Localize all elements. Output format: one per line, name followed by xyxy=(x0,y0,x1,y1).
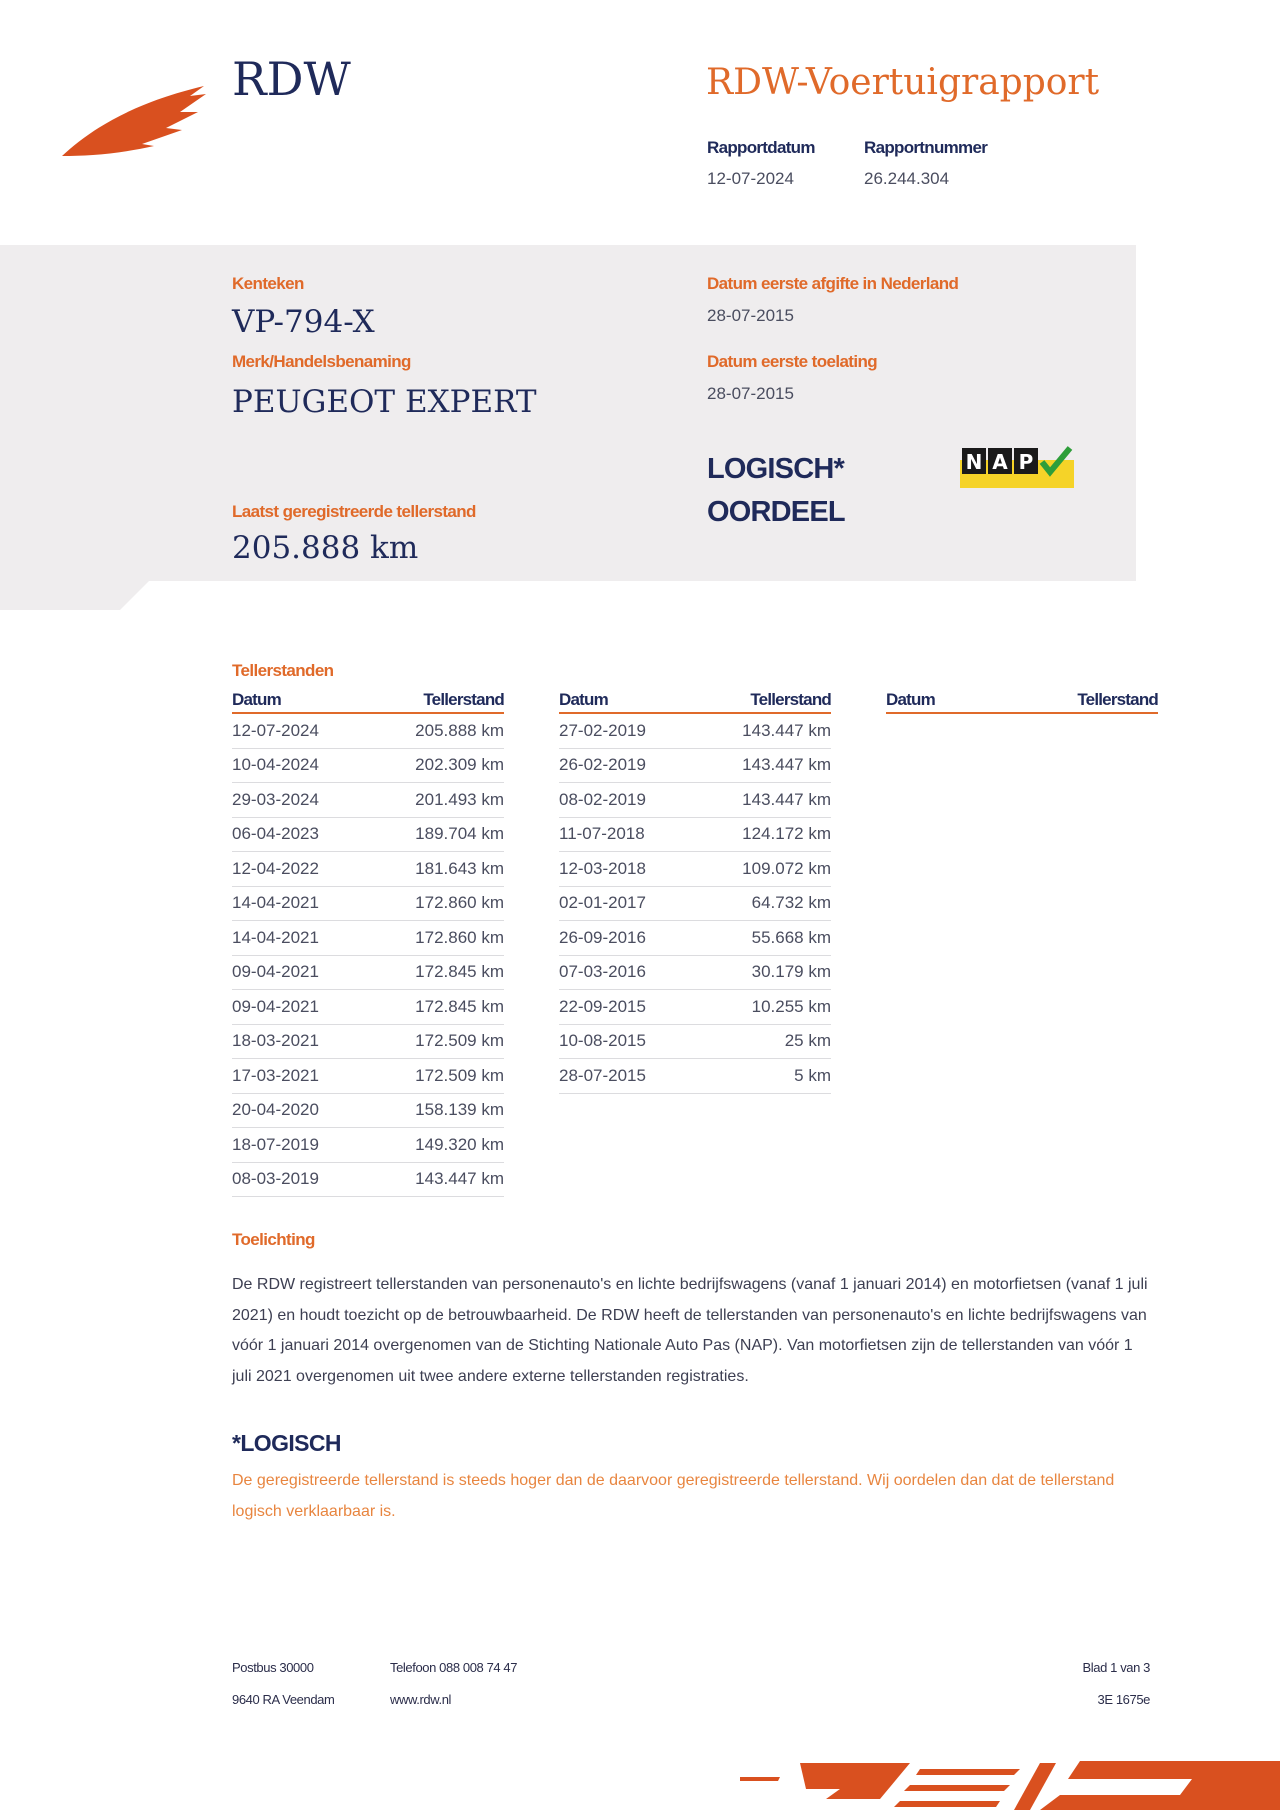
reading-date: 17-03-2021 xyxy=(232,1065,319,1085)
footer-city: 9640 RA Veendam xyxy=(232,1692,335,1707)
reading-date: 12-04-2022 xyxy=(232,858,319,878)
reading-km: 143.447 km xyxy=(742,720,831,740)
odometer-row xyxy=(559,990,831,1025)
odometer-row xyxy=(232,1128,504,1163)
odometer-row xyxy=(559,818,831,853)
license-plate: VP-794-X xyxy=(232,304,375,340)
reading-km: 172.845 km xyxy=(415,996,504,1016)
report-date: 12-07-2024 xyxy=(707,169,794,188)
footer-stripes-decoration xyxy=(740,1755,1280,1810)
rdw-logo-icon xyxy=(58,82,208,162)
odometer-row xyxy=(559,852,831,887)
odometer-row xyxy=(232,852,504,887)
odometer-row xyxy=(559,714,831,749)
value-header: Tellerstand xyxy=(423,690,504,709)
odometer-heading: Tellerstanden xyxy=(232,661,334,680)
reading-date: 10-04-2024 xyxy=(232,755,319,775)
odometer-row xyxy=(559,1025,831,1060)
last-odometer-value: 205.888 km xyxy=(232,530,419,566)
reading-date: 08-03-2019 xyxy=(232,1169,319,1189)
footer-website[interactable]: www.rdw.nl xyxy=(390,1692,452,1707)
reading-date: 12-03-2018 xyxy=(559,858,646,878)
first-admission-label: Datum eerste toelating xyxy=(707,352,878,371)
explanation-body: De RDW registreert tellerstanden van personenauto's en lichte bedrijfswagens (vanaf 1 januari 2014) en motorfietsen (vanaf 1 juli 2021) en houdt toezicht op de betrouwbaarheid. De RDW heeft de tellerstanden van personenauto's en lichte bedrijfswagens van vóór 1 januari 2014 overgenomen van de Stichting Nationale Auto Pas (NAP). Van motorfietsen zijn de tellerstanden van vóór 1 juli 2021 overgenomen uit twee andere externe tellerstanden registraties. xyxy=(232,1276,1148,1385)
reading-km: 30.179 km xyxy=(751,962,831,982)
odometer-row xyxy=(232,749,504,784)
reading-date: 26-09-2016 xyxy=(559,927,646,947)
verdict-label: OORDEEL xyxy=(707,496,845,528)
reading-km: 25 km xyxy=(784,1031,831,1051)
reading-date: 26-02-2019 xyxy=(559,755,646,775)
logic-heading: *LOGISCH xyxy=(232,1430,341,1456)
reading-km: 181.643 km xyxy=(415,858,504,878)
odometer-row xyxy=(559,887,831,922)
odometer-column-1 xyxy=(232,690,504,1197)
reading-date: 09-04-2021 xyxy=(232,996,319,1016)
reading-date: 29-03-2024 xyxy=(232,789,319,809)
panel-corner-decoration xyxy=(0,580,150,610)
odometer-column-header xyxy=(232,690,504,714)
reading-date: 22-09-2015 xyxy=(559,996,646,1016)
reading-km: 172.509 km xyxy=(415,1031,504,1051)
explanation-heading: Toelichting xyxy=(232,1230,315,1249)
odometer-column-header xyxy=(559,690,831,714)
reading-date: 09-04-2021 xyxy=(232,962,319,982)
reading-km: 158.139 km xyxy=(415,1100,504,1120)
odometer-row xyxy=(559,783,831,818)
reading-km: 172.860 km xyxy=(415,927,504,947)
odometer-row xyxy=(232,818,504,853)
make-label: Merk/Handelsbenaming xyxy=(232,352,411,371)
reading-date: 18-03-2021 xyxy=(232,1031,319,1051)
odometer-row xyxy=(559,749,831,784)
logic-body: De geregistreerde tellerstand is steeds hoger dan de daarvoor geregistreerde tellerstand. Wij oordelen dan dat de tellerstand logisch verklaarbaar is. xyxy=(232,1472,1115,1520)
odometer-column-2 xyxy=(559,690,831,1094)
reading-date: 02-01-2017 xyxy=(559,893,646,913)
odometer-column-header xyxy=(886,690,1158,714)
report-date-label: Rapportdatum xyxy=(707,138,815,157)
vehicle-make: PEUGEOT EXPERT xyxy=(232,384,537,420)
reading-date: 08-02-2019 xyxy=(559,789,646,809)
reading-date: 28-07-2015 xyxy=(559,1065,646,1085)
odometer-row xyxy=(232,1025,504,1060)
vehicle-summary-panel xyxy=(0,245,1136,581)
reading-date: 14-04-2021 xyxy=(232,893,319,913)
reading-km: 10.255 km xyxy=(751,996,831,1016)
verdict-logisch: LOGISCH* xyxy=(707,453,844,485)
odometer-row xyxy=(232,921,504,956)
odometer-row xyxy=(232,887,504,922)
footer-document-code: 3E 1675e xyxy=(1097,1692,1150,1707)
odometer-row xyxy=(559,956,831,991)
brand-name: RDW xyxy=(232,52,351,106)
reading-km: 143.447 km xyxy=(415,1169,504,1189)
reading-km: 5 km xyxy=(794,1065,831,1085)
value-header: Tellerstand xyxy=(1077,690,1158,709)
reading-km: 143.447 km xyxy=(742,755,831,775)
date-header: Datum xyxy=(886,690,935,709)
nap-letter-n: N xyxy=(965,450,983,474)
reading-km: 205.888 km xyxy=(415,720,504,740)
odometer-row xyxy=(559,1059,831,1094)
footer-phone: Telefoon 088 008 74 47 xyxy=(390,1660,518,1675)
reading-date: 12-07-2024 xyxy=(232,720,319,740)
reading-date: 07-03-2016 xyxy=(559,962,646,982)
reading-date: 11-07-2018 xyxy=(559,824,645,844)
reading-km: 149.320 km xyxy=(415,1134,504,1154)
first-issue-nl-date: 28-07-2015 xyxy=(707,306,794,325)
value-header: Tellerstand xyxy=(750,690,831,709)
reading-km: 172.860 km xyxy=(415,893,504,913)
odometer-column-3 xyxy=(886,690,1158,714)
nap-letter-a: A xyxy=(992,450,1008,474)
reading-date: 10-08-2015 xyxy=(559,1031,646,1051)
reading-km: 55.668 km xyxy=(751,927,831,947)
reading-km: 109.072 km xyxy=(742,858,831,878)
reading-km: 172.845 km xyxy=(415,962,504,982)
date-header: Datum xyxy=(232,690,281,709)
reading-date: 14-04-2021 xyxy=(232,927,319,947)
reading-km: 143.447 km xyxy=(742,789,831,809)
nap-letter-p: P xyxy=(1018,450,1034,474)
report-title: RDW-Voertuigrapport xyxy=(706,62,1100,103)
report-number: 26.244.304 xyxy=(864,169,950,188)
reading-km: 189.704 km xyxy=(415,824,504,844)
footer-page-number: Blad 1 van 3 xyxy=(1082,1660,1150,1675)
reading-km: 64.732 km xyxy=(751,893,831,913)
reading-km: 124.172 km xyxy=(742,824,831,844)
odometer-row xyxy=(232,956,504,991)
reading-km: 172.509 km xyxy=(415,1065,504,1085)
odometer-row xyxy=(232,990,504,1025)
date-header: Datum xyxy=(559,690,608,709)
footer-po-box: Postbus 30000 xyxy=(232,1660,314,1675)
reading-km: 202.309 km xyxy=(415,755,504,775)
reading-km: 201.493 km xyxy=(415,789,504,809)
reading-date: 18-07-2019 xyxy=(232,1134,319,1154)
odometer-row xyxy=(232,1163,504,1198)
reading-date: 20-04-2020 xyxy=(232,1100,319,1120)
plate-label: Kenteken xyxy=(232,274,304,293)
first-issue-nl-label: Datum eerste afgifte in Nederland xyxy=(707,274,959,293)
reading-date: 06-04-2023 xyxy=(232,824,319,844)
odometer-row xyxy=(232,1059,504,1094)
report-number-label: Rapportnummer xyxy=(864,138,988,157)
reading-date: 27-02-2019 xyxy=(559,720,646,740)
nap-logo-icon xyxy=(960,446,1074,488)
last-odometer-label: Laatst geregistreerde tellerstand xyxy=(232,502,476,521)
odometer-row xyxy=(232,783,504,818)
odometer-row xyxy=(559,921,831,956)
odometer-row xyxy=(232,714,504,749)
odometer-row xyxy=(232,1094,504,1129)
first-admission-date: 28-07-2015 xyxy=(707,384,794,403)
